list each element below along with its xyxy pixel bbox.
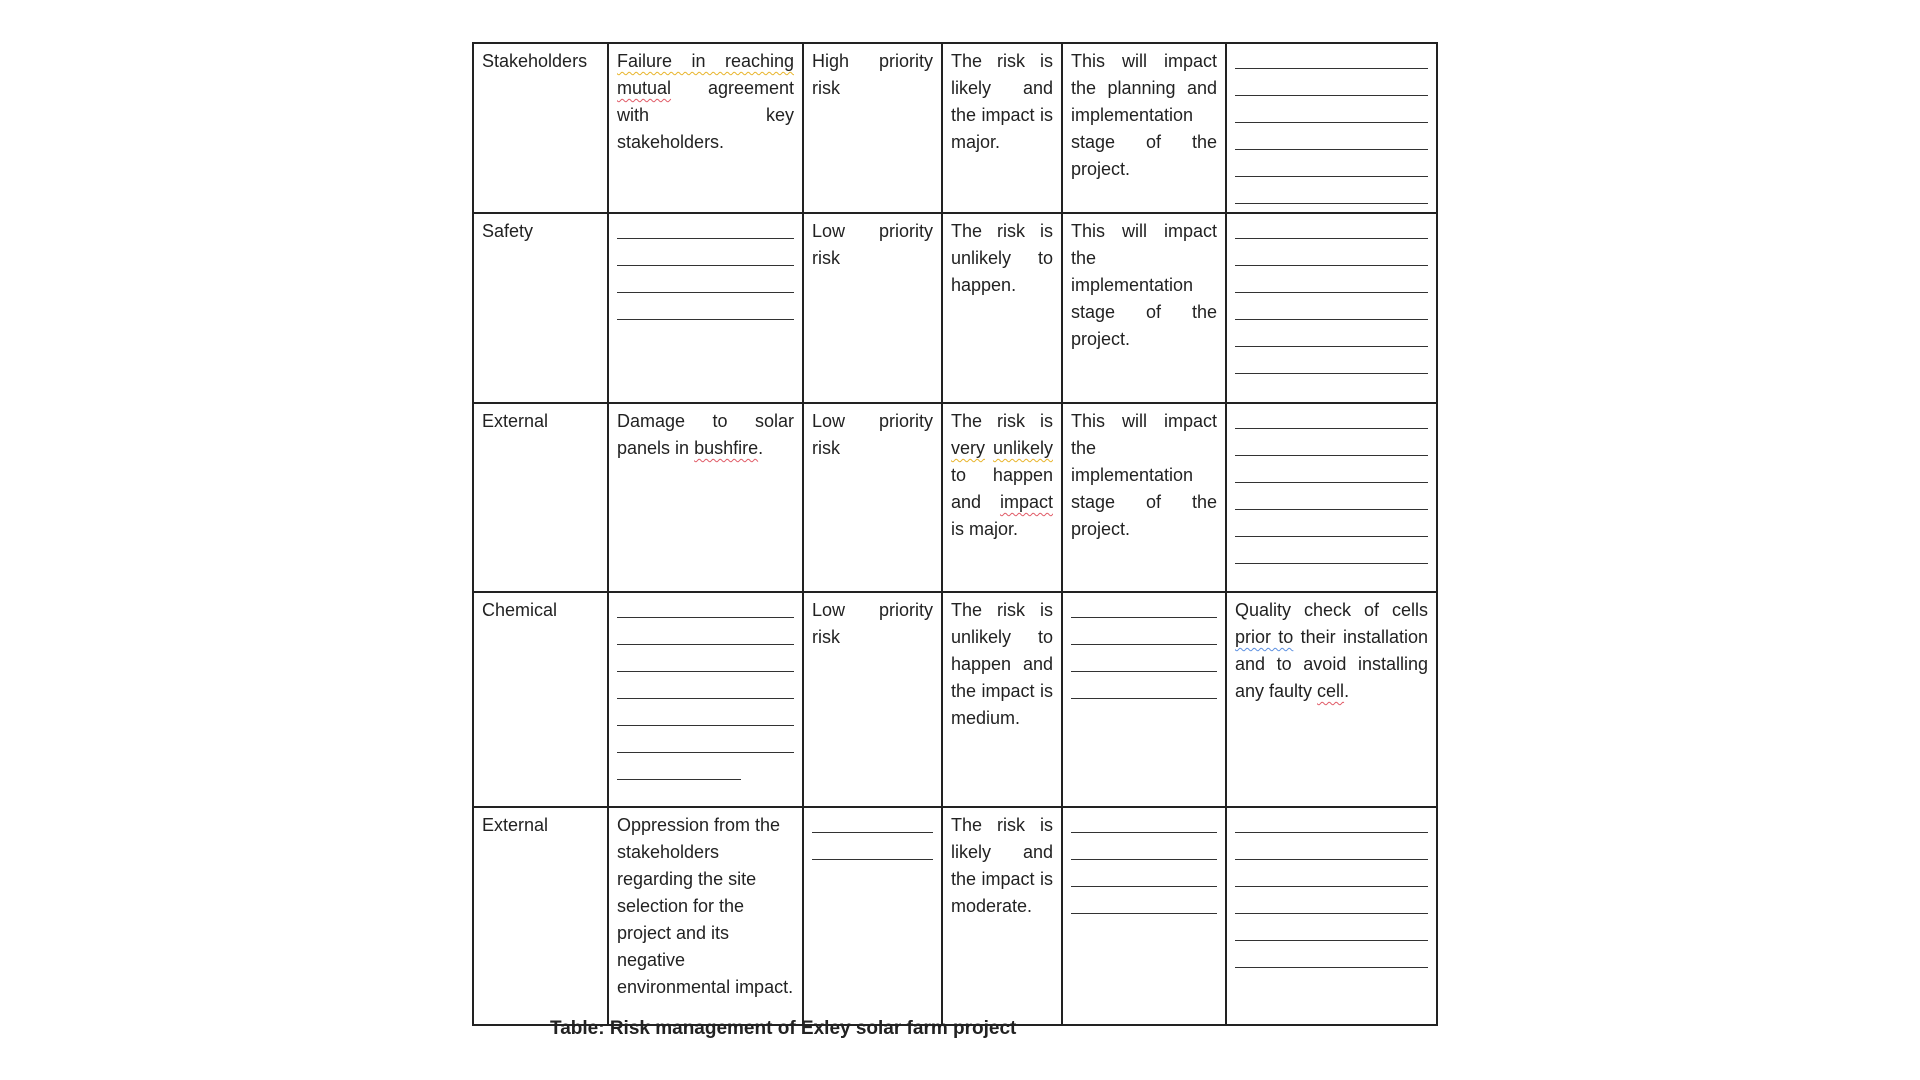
blank-line [1235,860,1428,887]
blank-line [617,266,794,293]
blank-line [1071,887,1217,914]
blank-line [1235,429,1428,456]
blank-line [617,618,794,645]
blank-line [1235,347,1428,374]
impact-cell: This will impact the planning and implementation stage of the project. [1062,43,1226,213]
category-cell: Chemical [473,592,608,807]
category-cell: Stakeholders [473,43,608,213]
blank-line [1235,213,1428,239]
blank-line [1071,833,1217,860]
response-cell [1226,403,1437,592]
blank-line [1235,914,1428,941]
blank-line [1235,320,1428,347]
likelihood-cell: The risk is likely and the impact is major. [942,43,1062,213]
priority-cell: Low priority risk [803,592,942,807]
category-cell: Safety [473,213,608,403]
blank-line [617,592,794,618]
blank-line [617,645,794,672]
blank-line [1235,833,1428,860]
priority-cell: Low priority risk [803,213,942,403]
table-row [473,403,1437,592]
blank-line [1071,618,1217,645]
blank-line [1235,150,1428,177]
blank-line [617,699,794,726]
document-page [472,42,1436,1026]
likelihood-cell: The risk is unlikely to happen and the impact is medium. [942,592,1062,807]
priority-cell: Low priority risk [803,403,942,592]
category-cell: External [473,807,608,1025]
blank-line [1071,645,1217,672]
blank-line [1235,123,1428,150]
response-cell [1226,213,1437,403]
response-cell [1226,43,1437,213]
blank-line [617,726,794,753]
risk-management-table [472,42,1438,1026]
response-cell [1226,807,1437,1025]
blank-line [1235,941,1428,968]
blank-line [812,833,933,860]
table-row [473,43,1437,213]
blank-line [617,213,794,239]
response-cell: Quality check of cells prior to their installation and to avoid installing any faulty cell. [1226,592,1437,807]
table-row [473,592,1437,807]
impact-cell: This will impact the implementation stage of the project. [1062,213,1226,403]
blank-line [1235,403,1428,429]
blank-line [617,672,794,699]
blank-line [1235,96,1428,123]
blank-line [1235,483,1428,510]
impact-cell [1062,592,1226,807]
blank-line [812,807,933,833]
blank-line [1071,807,1217,833]
blank-line [1235,807,1428,833]
blank-line [1235,266,1428,293]
description-cell: Failure in reaching mutual agreement with key stakeholders. [608,43,803,213]
impact-cell: This will impact the implementation stage of the project. [1062,403,1226,592]
description-cell: Damage to solar panels in bushfire. [608,403,803,592]
blank-line [1235,887,1428,914]
likelihood-cell: The risk is very unlikely to happen and impact is major. [942,403,1062,592]
blank-line [1235,43,1428,69]
blank-line [1235,239,1428,266]
category-cell: External [473,403,608,592]
priority-cell: High priority risk [803,43,942,213]
blank-line [1235,537,1428,564]
table-caption: Table: Risk management of Exley solar farm project [550,1018,1017,1039]
likelihood-cell: The risk is likely and the impact is moderate. [942,807,1062,1025]
blank-line [1235,69,1428,96]
blank-line [1071,672,1217,699]
blank-line [1071,860,1217,887]
likelihood-cell: The risk is unlikely to happen. [942,213,1062,403]
description-cell: Oppression from the stakeholders regarding the site selection for the project and its negative environmental impact. [608,807,803,1025]
table-row [473,807,1437,1025]
blank-line [617,753,741,780]
blank-line [1235,510,1428,537]
table-row [473,213,1437,403]
blank-line [1235,177,1428,204]
blank-line [617,239,794,266]
description-cell [608,592,803,807]
blank-line [1071,592,1217,618]
impact-cell [1062,807,1226,1025]
blank-line [1235,456,1428,483]
blank-line [617,293,794,320]
blank-line [1235,293,1428,320]
description-cell [608,213,803,403]
priority-cell [803,807,942,1025]
